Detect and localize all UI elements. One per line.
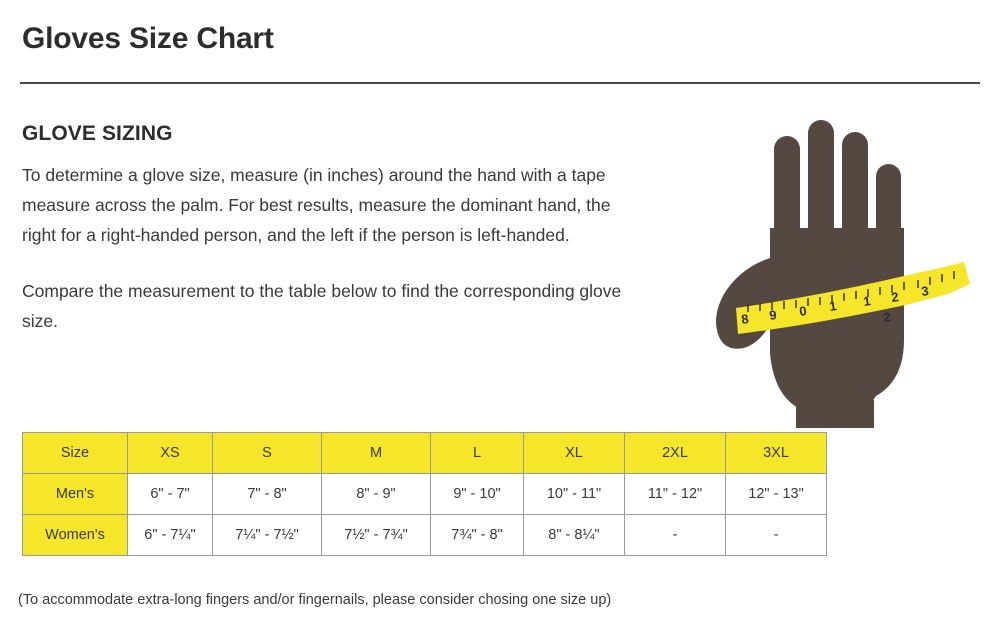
womens-m: 7½" - 7¾" (322, 515, 431, 556)
table-header-l: L (431, 433, 524, 474)
mens-l: 9" - 10" (431, 474, 524, 515)
womens-l: 7¾" - 8" (431, 515, 524, 556)
svg-text:8: 8 (740, 311, 750, 327)
row-label-mens: Men's (23, 474, 128, 515)
table-row (23, 474, 827, 515)
svg-text:1: 1 (862, 293, 872, 309)
page-title: Gloves Size Chart (22, 22, 274, 55)
title-divider (20, 82, 980, 84)
svg-text:2: 2 (882, 309, 892, 325)
hand-illustration (678, 108, 978, 428)
womens-3xl: - (726, 515, 827, 556)
section-heading: GLOVE SIZING (22, 122, 173, 145)
mens-xl: 10" - 11" (524, 474, 625, 515)
table-header-3xl: 3XL (726, 433, 827, 474)
mens-xs: 6" - 7" (128, 474, 213, 515)
mens-s: 7" - 8" (213, 474, 322, 515)
table-header-row (23, 433, 827, 474)
footnote: (To accommodate extra-long fingers and/or fingernails, please consider chosing one size up) (18, 592, 612, 608)
svg-text:0: 0 (798, 303, 808, 319)
svg-text:2: 2 (890, 289, 900, 305)
mens-3xl: 12" - 13" (726, 474, 827, 515)
thumb (716, 258, 774, 349)
mens-m: 8" - 9" (322, 474, 431, 515)
table-header-xl: XL (524, 433, 625, 474)
table-header-s: S (213, 433, 322, 474)
womens-xl: 8" - 8¼" (524, 515, 625, 556)
svg-text:1: 1 (828, 298, 838, 314)
wrist (796, 400, 874, 428)
row-label-womens: Women's (23, 515, 128, 556)
table-header-size: Size (23, 433, 128, 474)
svg-text:3: 3 (920, 283, 930, 299)
table-row (23, 515, 827, 556)
womens-2xl: - (625, 515, 726, 556)
size-table-container (22, 432, 827, 556)
size-table (22, 432, 827, 556)
womens-xs: 6" - 7¼" (128, 515, 213, 556)
mens-2xl: 11" - 12" (625, 474, 726, 515)
instructions-paragraph-2: Compare the measurement to the table below to find the corresponding glove size. (22, 281, 622, 331)
svg-text:9: 9 (768, 307, 778, 323)
womens-s: 7¼" - 7½" (213, 515, 322, 556)
table-header-m: M (322, 433, 431, 474)
instructions-paragraph-1: To determine a glove size, measure (in inches) around the hand with a tape measure across the palm. For best results, measure the dominant hand, the right for a right-handed person, and the left if the person is left-handed. (22, 165, 611, 245)
table-header-2xl: 2XL (625, 433, 726, 474)
table-header-xs: XS (128, 433, 213, 474)
hand-svg (678, 108, 978, 428)
